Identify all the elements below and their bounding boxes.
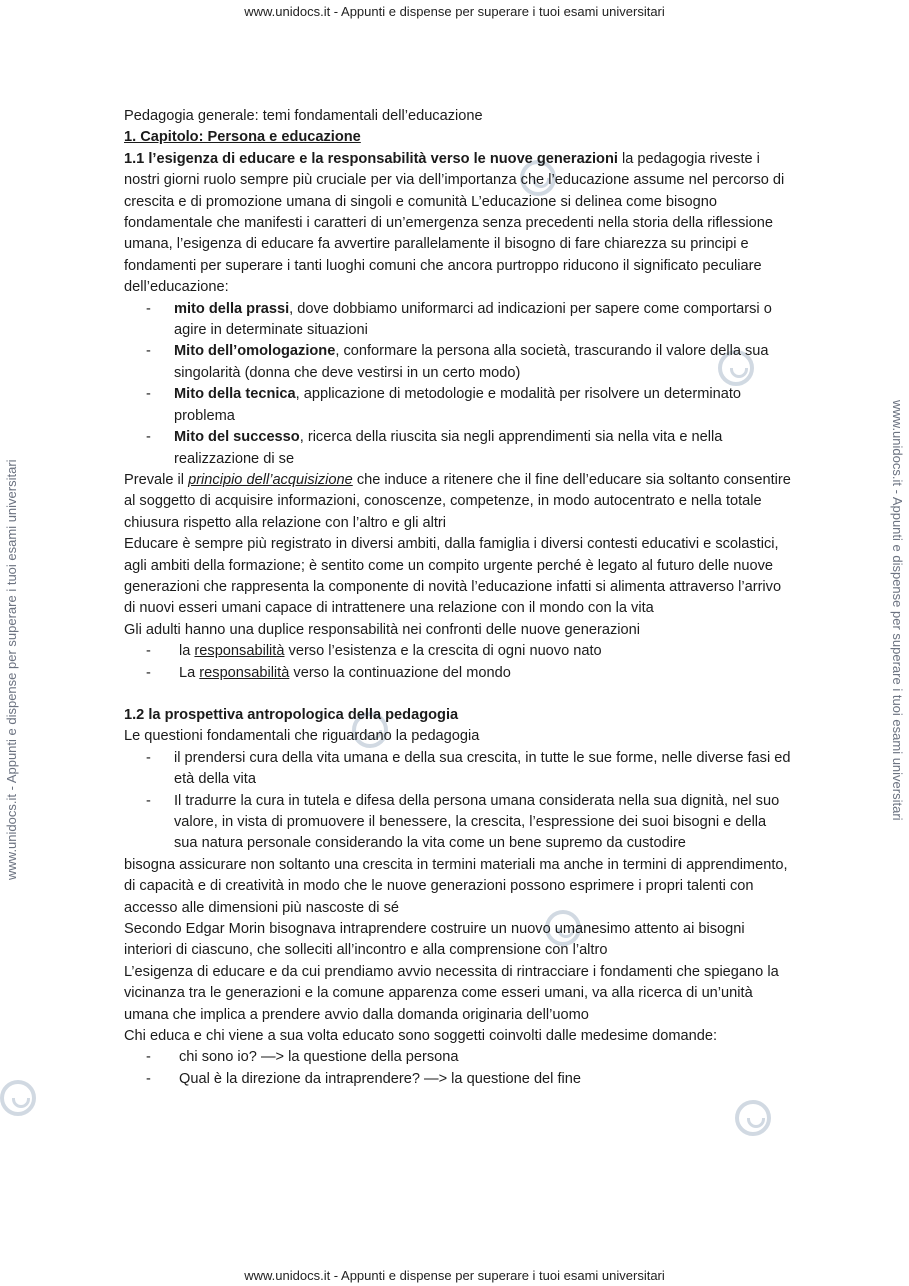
item-term: responsabilità bbox=[199, 664, 290, 681]
myth-text: , conformare la persona alla società, trascurando il valore della sua singolarità (donna che deve vestirsi in un certo modo) bbox=[174, 343, 769, 381]
paragraph: bisogna assicurare non soltanto una crescita in termini materiali ma anche in termini di apprendimento, di capacità e di creatività in modo che le nuove generazioni possono esprimere i propri talenti con accesso alle dimensioni più nascoste di sé bbox=[124, 856, 788, 916]
list-item: - il prendersi cura della vita umana e della sua crescita, in tutte le sue forme, nelle diverse fasi ed età della vita bbox=[124, 748, 792, 791]
watermark-text: www.unidocs.it - Appunti e dispense per superare i tuoi esami universitari bbox=[244, 1268, 665, 1283]
item-post: verso l’esistenza e la crescita di ogni nuovo nato bbox=[284, 643, 602, 660]
myth-text: , applicazione di metodologie e modalità per risolvere un determinato problema bbox=[174, 386, 742, 424]
unidocs-logo-icon bbox=[0, 1080, 36, 1116]
section-2-intro: Le questioni fondamentali che riguardano la pedagogia bbox=[124, 728, 480, 745]
list-item: - chi sono io? —> la questione della persona bbox=[124, 1047, 792, 1068]
paragraph: L’esigenza di educare e da cui prendiamo avvio necessita di rintracciare i fondamenti che spiegano la vicinanza tra le generazioni e la comune apparenza come esseri umani, va alla ricerca di un’unità umana che implica a prendere avvio dalla domanda originaria dell’uomo bbox=[124, 963, 779, 1023]
chapter-heading bbox=[124, 127, 792, 148]
list-item bbox=[124, 384, 792, 427]
myth-text: , dove dobbiamo uniformarci ad indicazioni per sapere come comportarsi o agire in determinate situazioni bbox=[174, 300, 772, 339]
item-pre: la bbox=[179, 643, 195, 660]
list-item bbox=[124, 641, 792, 662]
watermark-top bbox=[0, 4, 909, 19]
watermark-text: www.unidocs.it - Appunti e dispense per superare i tuoi esami universitari bbox=[890, 400, 905, 821]
prevale-paragraph bbox=[124, 470, 792, 534]
list-item: - Il tradurre la cura in tutela e difesa della persona umana considerata nella sua dignità, nel suo valore, in vista di promuovere il benessere, la crescita, l’espressione dei suoi bisogni e della sua natura personale considerando la vita come un bene supremo da custodire bbox=[124, 791, 792, 855]
list-item bbox=[124, 427, 792, 470]
section-2-heading: 1.2 la prospettiva antropologica della pedagogia bbox=[124, 706, 459, 723]
watermark-text: www.unidocs.it - Appunti e dispense per superare i tuoi esami universitari bbox=[244, 4, 665, 19]
list-item bbox=[124, 341, 792, 384]
section-1-intro-text: la pedagogia riveste i nostri giorni ruolo sempre più cruciale per via dell’importanza che l’educazione assume nel percorso di crescita e di promozione umana di singoli e comunità L’educazione si delinea come bisogno fondamentale che manifesti i caratteri di un’emergenza senza precedenti nella storia della riflessione umana, l’esigenza di educare fa avvertire parallelamente il bisogno di fare chiarezza su principi e fondamenti per superare i tanti luoghi comuni che ancora purtroppo riducono il significato peculiare dell’educazione: bbox=[124, 150, 785, 296]
paragraph-text: Prevale il bbox=[124, 471, 189, 488]
section-1-heading: 1.1 l’esigenza di educare e la responsabilità verso le nuove generazioni bbox=[124, 150, 618, 167]
domande-list bbox=[124, 1047, 792, 1090]
list-item: - Qual è la direzione da intraprendere? —> la questione del fine bbox=[124, 1069, 792, 1090]
myth-term: Mito dell’omologazione bbox=[174, 343, 336, 360]
section-spacer bbox=[124, 684, 792, 705]
list-item bbox=[124, 663, 792, 684]
myth-term: mito della prassi bbox=[174, 300, 290, 317]
document-title: Pedagogia generale: temi fondamentali dell’educazione bbox=[124, 108, 483, 124]
section-1-intro bbox=[124, 149, 792, 299]
item-post: verso la continuazione del mondo bbox=[289, 664, 511, 681]
paragraph-text: che induce a ritenere che il fine dell’educare sia soltanto consentire al soggetto di acquisire informazioni, conoscenze, competenze, in modo autocentrato e nella totale chiusura rispetto alla relazione con l’altro e gli altri bbox=[124, 471, 791, 531]
myth-term: Mito del successo bbox=[174, 429, 300, 446]
document-body bbox=[124, 106, 792, 1090]
myth-term: Mito della tecnica bbox=[174, 386, 296, 403]
responsibility-list bbox=[124, 641, 792, 684]
questions-fondamentali-list bbox=[124, 748, 792, 855]
watermark-bottom bbox=[0, 1268, 909, 1283]
watermark-text: www.unidocs.it - Appunti e dispense per superare i tuoi esami universitari bbox=[4, 459, 19, 880]
chapter-title: 1. Capitolo: Persona e educazione bbox=[124, 129, 361, 146]
adulti-paragraph: Gli adulti hanno una duplice responsabilità nei confronti delle nuove generazioni bbox=[124, 621, 640, 638]
watermark-side-left bbox=[4, 459, 19, 880]
watermark-side-right bbox=[890, 400, 905, 821]
principio-term: principio dell’acquisizione bbox=[188, 471, 353, 488]
myths-list bbox=[124, 299, 792, 470]
unidocs-logo-icon bbox=[735, 1100, 771, 1136]
list-item bbox=[124, 299, 792, 342]
myth-text: , ricerca della riuscita sia negli apprendimenti sia nella vita e nella realizzazione di se bbox=[174, 429, 723, 467]
educare-paragraph: Educare è sempre più registrato in diversi ambiti, dalla famiglia i diversi contesti educativi e scolastici, agli ambiti della formazione; è sentito come un compito urgente perché è legato al futuro delle nuove generazioni che rappresenta la componente di novità l’educazione infatti si alimenta attraverso l’arrivo di nuovi esseri umani capace di intrattenere una relazione con il mondo con la vita bbox=[124, 536, 782, 617]
item-pre: La bbox=[179, 664, 200, 681]
paragraph: Chi educa e chi viene a sua volta educato sono soggetti coinvolti dalle medesime domande: bbox=[124, 1028, 718, 1045]
item-term: responsabilità bbox=[194, 643, 285, 660]
paragraph: Secondo Edgar Morin bisognava intraprendere costruire un nuovo umanesimo attento ai bisogni interiori di ciascuno, che solleciti all’incontro e alla comprensione con l’altro bbox=[124, 921, 745, 959]
